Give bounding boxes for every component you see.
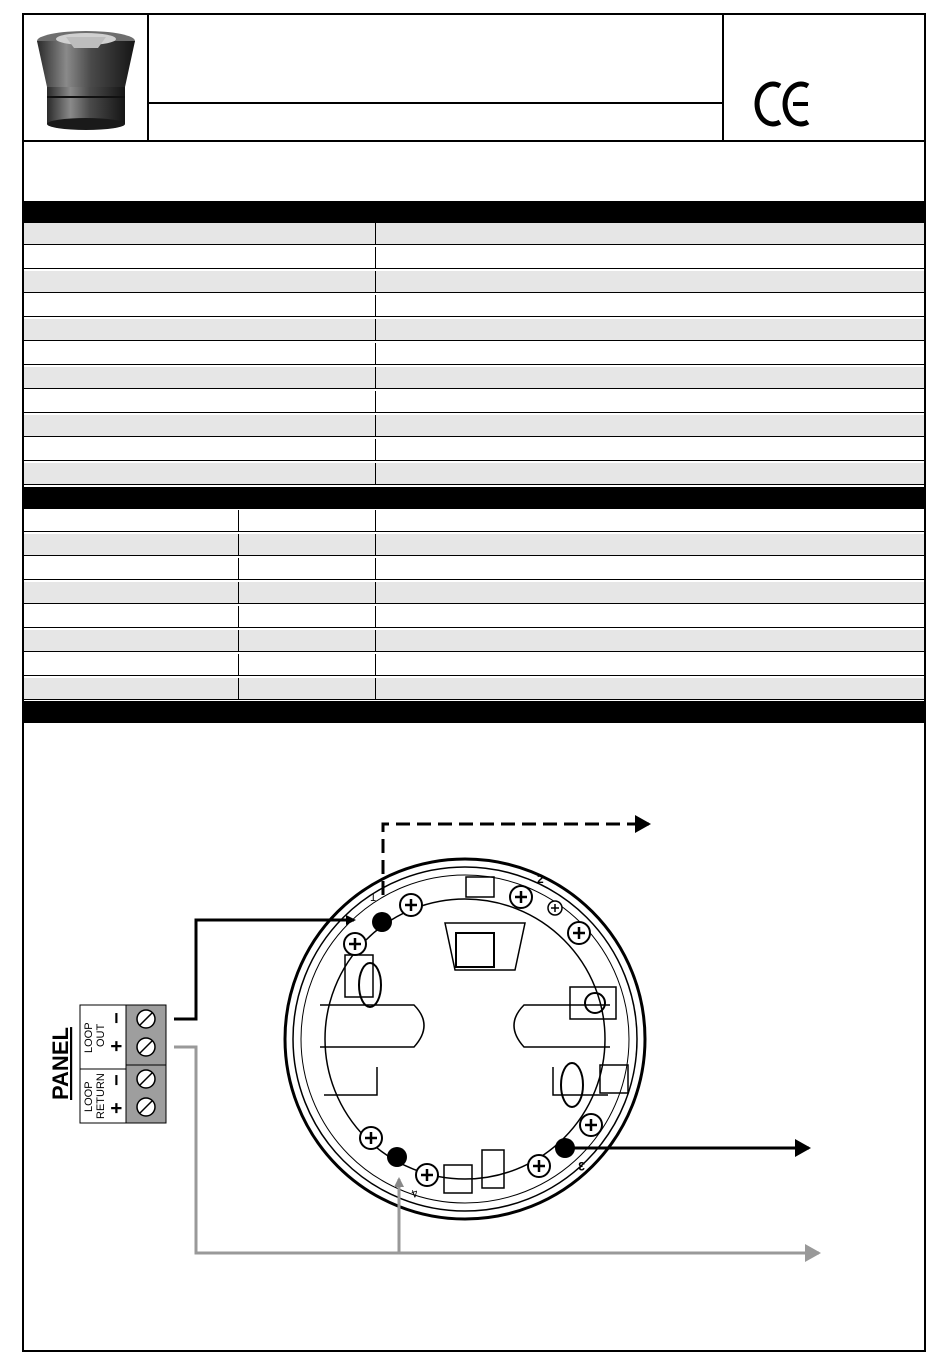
detector-base xyxy=(285,859,645,1219)
loop-out-minus: − xyxy=(106,1012,128,1024)
screw-icon xyxy=(137,1070,155,1088)
terminal-4-dot xyxy=(387,1147,407,1167)
loop-out-negative-wire xyxy=(174,920,354,1019)
panel-terminal-block xyxy=(48,1005,166,1123)
terminal-1-dot xyxy=(372,912,392,932)
screw-icon xyxy=(416,1164,438,1186)
screw-icon xyxy=(510,886,532,908)
loop-out-label-line2: OUT xyxy=(95,1023,107,1047)
terminal-4-label: 4 xyxy=(409,1186,420,1200)
wiring-diagram xyxy=(24,15,924,1350)
panel-label: PANEL xyxy=(48,1027,73,1100)
screw-icon xyxy=(548,901,562,915)
screw-icon xyxy=(344,933,366,955)
loop-out-plus: + xyxy=(106,1040,128,1052)
screw-icon xyxy=(137,1038,155,1056)
screw-icon xyxy=(528,1155,550,1177)
loop-return-label-line2: RETURN xyxy=(95,1073,107,1119)
screw-icon xyxy=(360,1127,382,1149)
terminal-1-out-dashed-wire xyxy=(383,824,649,895)
screw-icon xyxy=(568,922,590,944)
screw-icon xyxy=(137,1010,155,1028)
screw-icon xyxy=(137,1098,155,1116)
terminal-2-label: 2 xyxy=(537,872,544,886)
terminal-3-label: 3 xyxy=(578,1159,585,1173)
terminal-1-label: 1 xyxy=(370,892,377,904)
datasheet xyxy=(22,13,926,1352)
terminal-markers xyxy=(370,872,585,1199)
loop-return-minus: − xyxy=(106,1074,128,1086)
screw-icon xyxy=(400,894,422,916)
loop-return-plus: + xyxy=(106,1102,128,1114)
loop-out-label-line1: LOOP xyxy=(83,1022,95,1053)
loop-return-label-line1: LOOP xyxy=(83,1081,95,1112)
screw-icon xyxy=(580,1114,602,1136)
